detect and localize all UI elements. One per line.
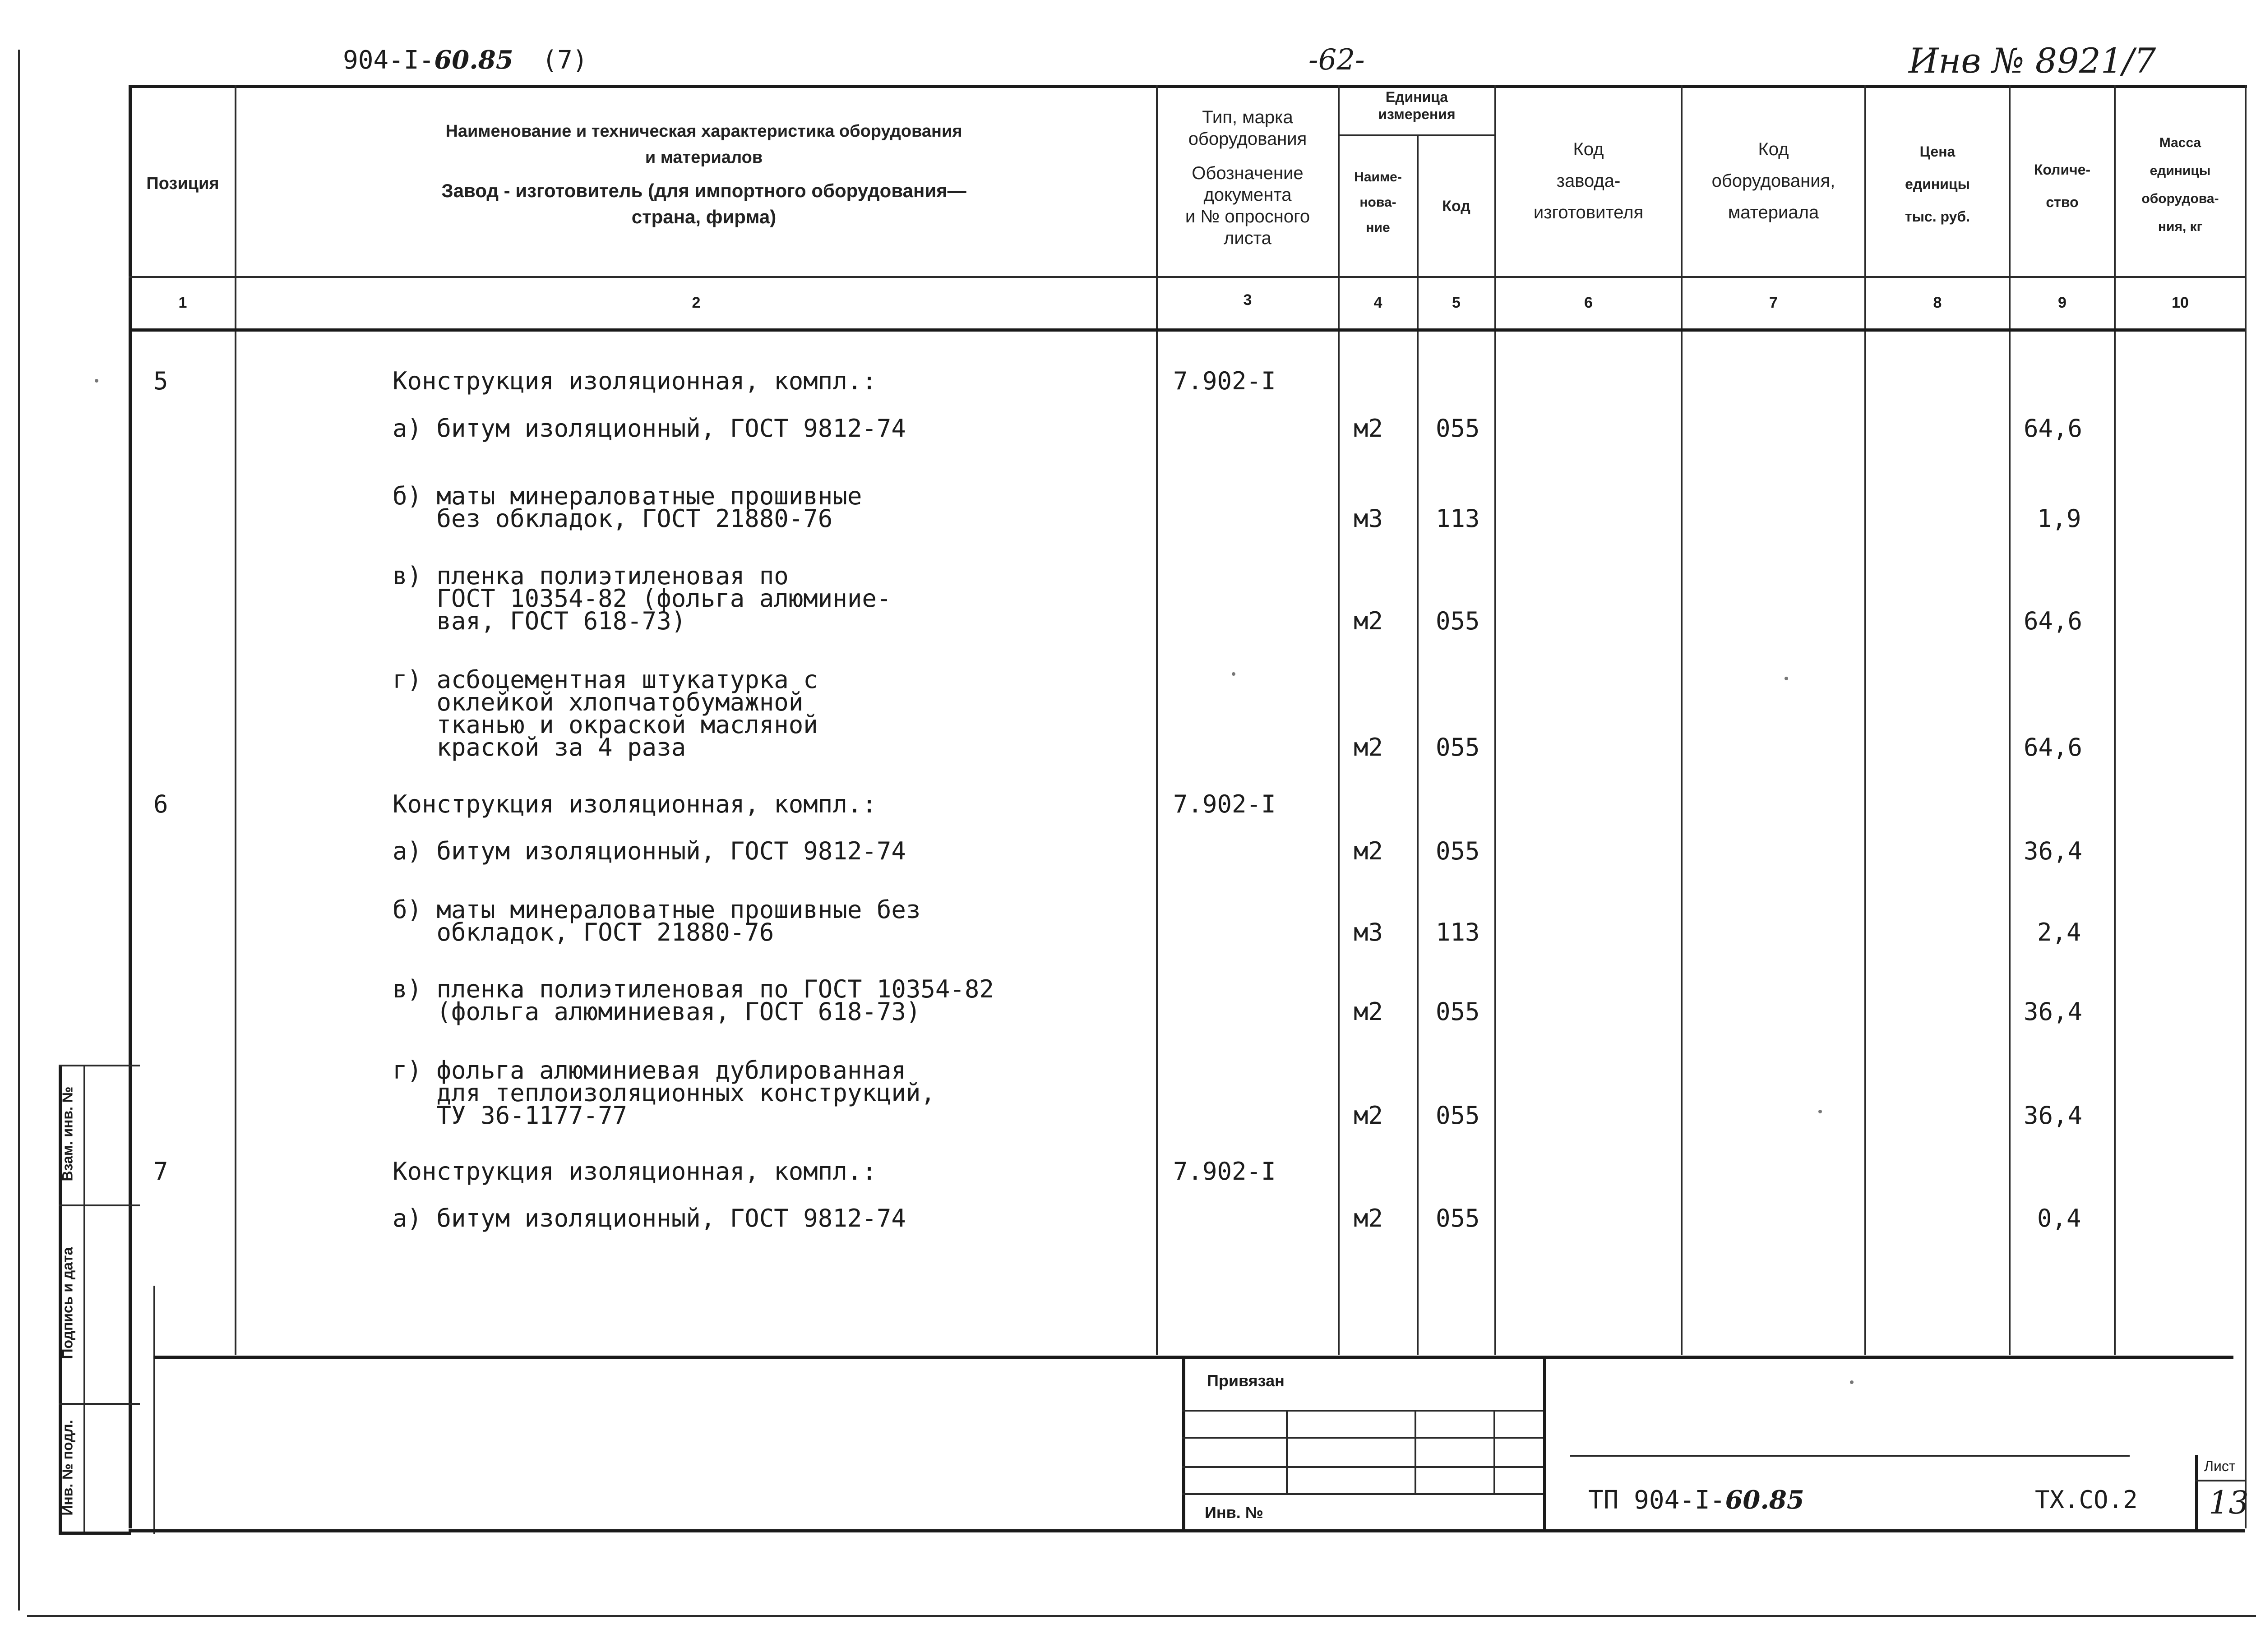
row-name-line: в) пленка полиэтиленовая по ГОСТ 10354-82 <box>393 975 994 1003</box>
header-mass-line2: единицы <box>2150 163 2211 178</box>
header-price <box>1866 135 2009 233</box>
title-doc-number-handwritten: 60.85 <box>1725 1485 1804 1515</box>
doc-code-printed: 904-I- <box>343 46 435 75</box>
header-type <box>1158 106 1337 249</box>
header-doc-line2: документа <box>1203 185 1292 205</box>
col-line-8 <box>2009 85 2011 1355</box>
col-number-1: 1 <box>178 294 187 311</box>
title-doc-number <box>1588 1485 1804 1515</box>
header-factory-code <box>1496 134 1681 228</box>
inventory-number: Инв № 8921/7 <box>1909 41 2156 81</box>
header-type-line1: Тип, марка <box>1202 107 1293 127</box>
col-line-2 <box>1156 85 1158 1355</box>
title-main-line <box>1570 1455 2130 1457</box>
header-mass-line1: Масса <box>2159 135 2201 150</box>
row-qty: 36,4 <box>2024 997 2083 1026</box>
row-qty: 1,9 <box>2037 504 2081 533</box>
header-quantity <box>2011 153 2114 218</box>
header-doc-line4: листа <box>1224 228 1271 248</box>
title-block-inner-4 <box>1182 1493 1543 1495</box>
row-unit: м2 <box>1354 414 1383 443</box>
col-line-9 <box>2114 85 2116 1355</box>
side-stamp-mid-line <box>83 1065 85 1534</box>
number-row-bottom-line <box>129 328 2245 332</box>
header-unit-code: Код <box>1442 198 1470 215</box>
row-name-line: обкладок, ГОСТ 21880-76 <box>393 918 774 946</box>
row-code: 055 <box>1436 1101 1480 1130</box>
row-code: 055 <box>1436 837 1480 865</box>
header-unit-name <box>1339 165 1417 240</box>
row-qty: 64,6 <box>2024 414 2083 443</box>
title-sheet-code: ТХ.СО.2 <box>2035 1486 2138 1514</box>
scan-speck <box>95 379 98 383</box>
row-unit: м2 <box>1354 1204 1383 1232</box>
row-qty: 64,6 <box>2024 607 2083 635</box>
row-name-line: тканью и окраской масляной <box>393 711 818 739</box>
header-equipment-code-line3: материала <box>1728 203 1819 222</box>
title-block-bottom <box>129 1529 2245 1532</box>
row-name-line: в) пленка полиэтиленовая по <box>393 562 789 590</box>
page-edge-left <box>18 50 20 1610</box>
scan-speck <box>1850 1380 1854 1384</box>
row-name-line: г) фольга алюминиевая дублированная <box>393 1056 906 1084</box>
title-sheet-number: 13 <box>2209 1484 2249 1521</box>
header-equipment-code <box>1683 134 1864 228</box>
row-name-line: б) маты минераловатные прошивные <box>393 482 862 510</box>
row-doc: 7.902-I <box>1173 367 1276 395</box>
frame-top-line <box>129 85 2247 88</box>
header-mass-line4: ния, кг <box>2158 219 2203 234</box>
side-stamp-vzam: Взам. инв. № <box>59 1086 76 1181</box>
row-name-line: ГОСТ 10354-82 (фольга алюминие- <box>393 584 892 613</box>
row-name-line: ТУ 36-1177-77 <box>393 1101 628 1130</box>
title-block-inner-3 <box>1182 1466 1543 1468</box>
col-line-5 <box>1494 85 1496 1355</box>
row-name-line: вая, ГОСТ 618-73) <box>393 607 686 635</box>
frame-right-line <box>2245 85 2247 1528</box>
row-unit: м2 <box>1354 837 1383 865</box>
row-unit: м2 <box>1354 733 1383 761</box>
header-factory-code-line3: изготовителя <box>1533 203 1644 222</box>
row-position: 5 <box>153 367 168 395</box>
title-block-inner-2 <box>1182 1437 1543 1439</box>
row-code: 055 <box>1436 997 1480 1026</box>
col-number-7: 7 <box>1769 294 1778 311</box>
row-name-line: а) битум изоляционный, ГОСТ 9812-74 <box>393 414 906 443</box>
sheet-box-left <box>2195 1455 2198 1532</box>
row-name-line: Конструкция изоляционная, компл.: <box>393 790 877 818</box>
header-name-line3: Завод - изготовитель (для импортного оборудования— <box>441 180 966 201</box>
title-block-inner-1 <box>1182 1410 1543 1412</box>
row-code: 113 <box>1436 504 1480 533</box>
header-unit-name-line1: Наиме- <box>1354 170 1402 185</box>
row-name-line: для теплоизоляционных конструкций, <box>393 1079 935 1107</box>
row-qty: 0,4 <box>2037 1204 2081 1232</box>
row-name-line: без обкладок, ГОСТ 21880-76 <box>393 504 833 533</box>
header-position: Позиция <box>146 174 219 193</box>
header-doc-line1: Обозначение <box>1192 163 1304 183</box>
header-name-line1: Наименование и техническая характеристика оборудования <box>445 122 962 141</box>
row-doc: 7.902-I <box>1173 1157 1276 1186</box>
scan-speck <box>1784 677 1788 680</box>
row-code: 113 <box>1436 918 1480 946</box>
col-number-9: 9 <box>2058 294 2066 311</box>
row-unit: м2 <box>1354 997 1383 1026</box>
doc-code <box>343 45 588 75</box>
header-unit-name-line2: нова- <box>1359 195 1396 210</box>
row-unit: м3 <box>1354 918 1383 946</box>
row-name-line: б) маты минераловатные прошивные без <box>393 895 921 924</box>
title-privyazan: Привязан <box>1207 1371 1285 1390</box>
doc-code-suffix: (7) <box>542 46 588 75</box>
col-number-10: 10 <box>2172 294 2189 311</box>
header-equipment-code-line1: Код <box>1758 139 1789 159</box>
row-position: 7 <box>153 1157 168 1186</box>
header-bottom-line <box>129 276 2245 278</box>
header-price-line3: тыс. руб. <box>1905 208 1970 225</box>
row-name-line: Конструкция изоляционная, компл.: <box>393 1157 877 1186</box>
header-unit-group-line2: измерения <box>1378 106 1456 122</box>
header-factory-code-line2: завода- <box>1556 171 1621 191</box>
header-quantity-line2: ство <box>2046 194 2079 210</box>
doc-code-handwritten: 60.85 <box>434 45 513 75</box>
header-unit-group-line1: Единица <box>1385 89 1448 105</box>
title-block-inner-v1 <box>1286 1410 1288 1493</box>
row-code: 055 <box>1436 414 1480 443</box>
header-doc-line3: и № опросного <box>1185 207 1310 226</box>
col-number-8: 8 <box>1933 294 1942 311</box>
row-name-line: (фольга алюминиевая, ГОСТ 618-73) <box>393 997 921 1026</box>
page-number: -62- <box>1308 43 1365 77</box>
header-type-line2: оборудования <box>1188 129 1307 149</box>
title-block-inner-v2 <box>1415 1410 1416 1493</box>
title-block-top-line <box>153 1356 2233 1359</box>
col-number-2: 2 <box>692 294 701 311</box>
unit-group-line <box>1338 134 1494 136</box>
title-block-v2 <box>1543 1356 1546 1532</box>
title-block-v1 <box>1182 1356 1185 1532</box>
row-name-line: оклейкой хлопчатобумажной <box>393 688 804 716</box>
header-quantity-line1: Количе- <box>2034 162 2091 178</box>
row-name-line: а) битум изоляционный, ГОСТ 9812-74 <box>393 1204 906 1232</box>
side-stamp-podpis: Подпись и дата <box>59 1247 76 1359</box>
row-position: 6 <box>153 790 168 818</box>
row-qty: 2,4 <box>2037 918 2081 946</box>
side-stamp-inv-podl: Инв. № подл. <box>59 1420 76 1516</box>
row-code: 055 <box>1436 1204 1480 1232</box>
row-qty: 36,4 <box>2024 837 2083 865</box>
col-line-6 <box>1681 85 1683 1355</box>
row-name-line: Конструкция изоляционная, компл.: <box>393 367 877 395</box>
col-number-4: 4 <box>1373 294 1382 311</box>
header-price-line2: единицы <box>1905 176 1970 192</box>
title-block-inner-v3 <box>1493 1410 1495 1493</box>
header-mass <box>2116 129 2245 241</box>
header-unit-name-line3: ние <box>1366 220 1390 235</box>
header-factory-code-line1: Код <box>1573 139 1604 159</box>
row-name-line: краской за 4 раза <box>393 733 686 761</box>
header-unit-group <box>1339 88 1494 123</box>
scan-speck <box>1232 672 1235 676</box>
col-line-3 <box>1338 85 1340 1355</box>
col-line-7 <box>1864 85 1866 1355</box>
col-line-4 <box>1417 135 1419 1355</box>
col-line-1 <box>235 85 236 1355</box>
header-name-line4: страна, фирма) <box>631 206 777 227</box>
sheet-box-divider <box>2195 1480 2245 1481</box>
page-bottom-edge <box>27 1615 2256 1617</box>
row-name-line: а) битум изоляционный, ГОСТ 9812-74 <box>393 837 906 865</box>
header-name <box>253 118 1155 230</box>
title-inv-no: Инв. № <box>1205 1503 1263 1522</box>
scan-speck <box>1818 1110 1822 1113</box>
row-qty: 36,4 <box>2024 1101 2083 1130</box>
title-doc-number-printed: ТП 904-I- <box>1588 1486 1725 1515</box>
col-number-3: 3 <box>1243 291 1252 309</box>
header-name-line2: и материалов <box>645 148 763 167</box>
row-code: 055 <box>1436 733 1480 761</box>
col-number-6: 6 <box>1584 294 1593 311</box>
title-sheet-label: Лист <box>2204 1458 2236 1474</box>
col-number-5: 5 <box>1452 294 1461 311</box>
row-qty: 64,6 <box>2024 733 2083 761</box>
body-left-lower <box>153 1286 155 1534</box>
header-equipment-code-line2: оборудования, <box>1711 171 1835 191</box>
row-doc: 7.902-I <box>1173 790 1276 818</box>
header-price-line1: Цена <box>1919 143 1956 160</box>
row-unit: м2 <box>1354 607 1383 635</box>
header-mass-line3: оборудова- <box>2141 191 2219 206</box>
row-code: 055 <box>1436 607 1480 635</box>
row-unit: м3 <box>1354 504 1383 533</box>
row-unit: м2 <box>1354 1101 1383 1130</box>
row-name-line: г) асбоцементная штукатурка с <box>393 665 818 694</box>
